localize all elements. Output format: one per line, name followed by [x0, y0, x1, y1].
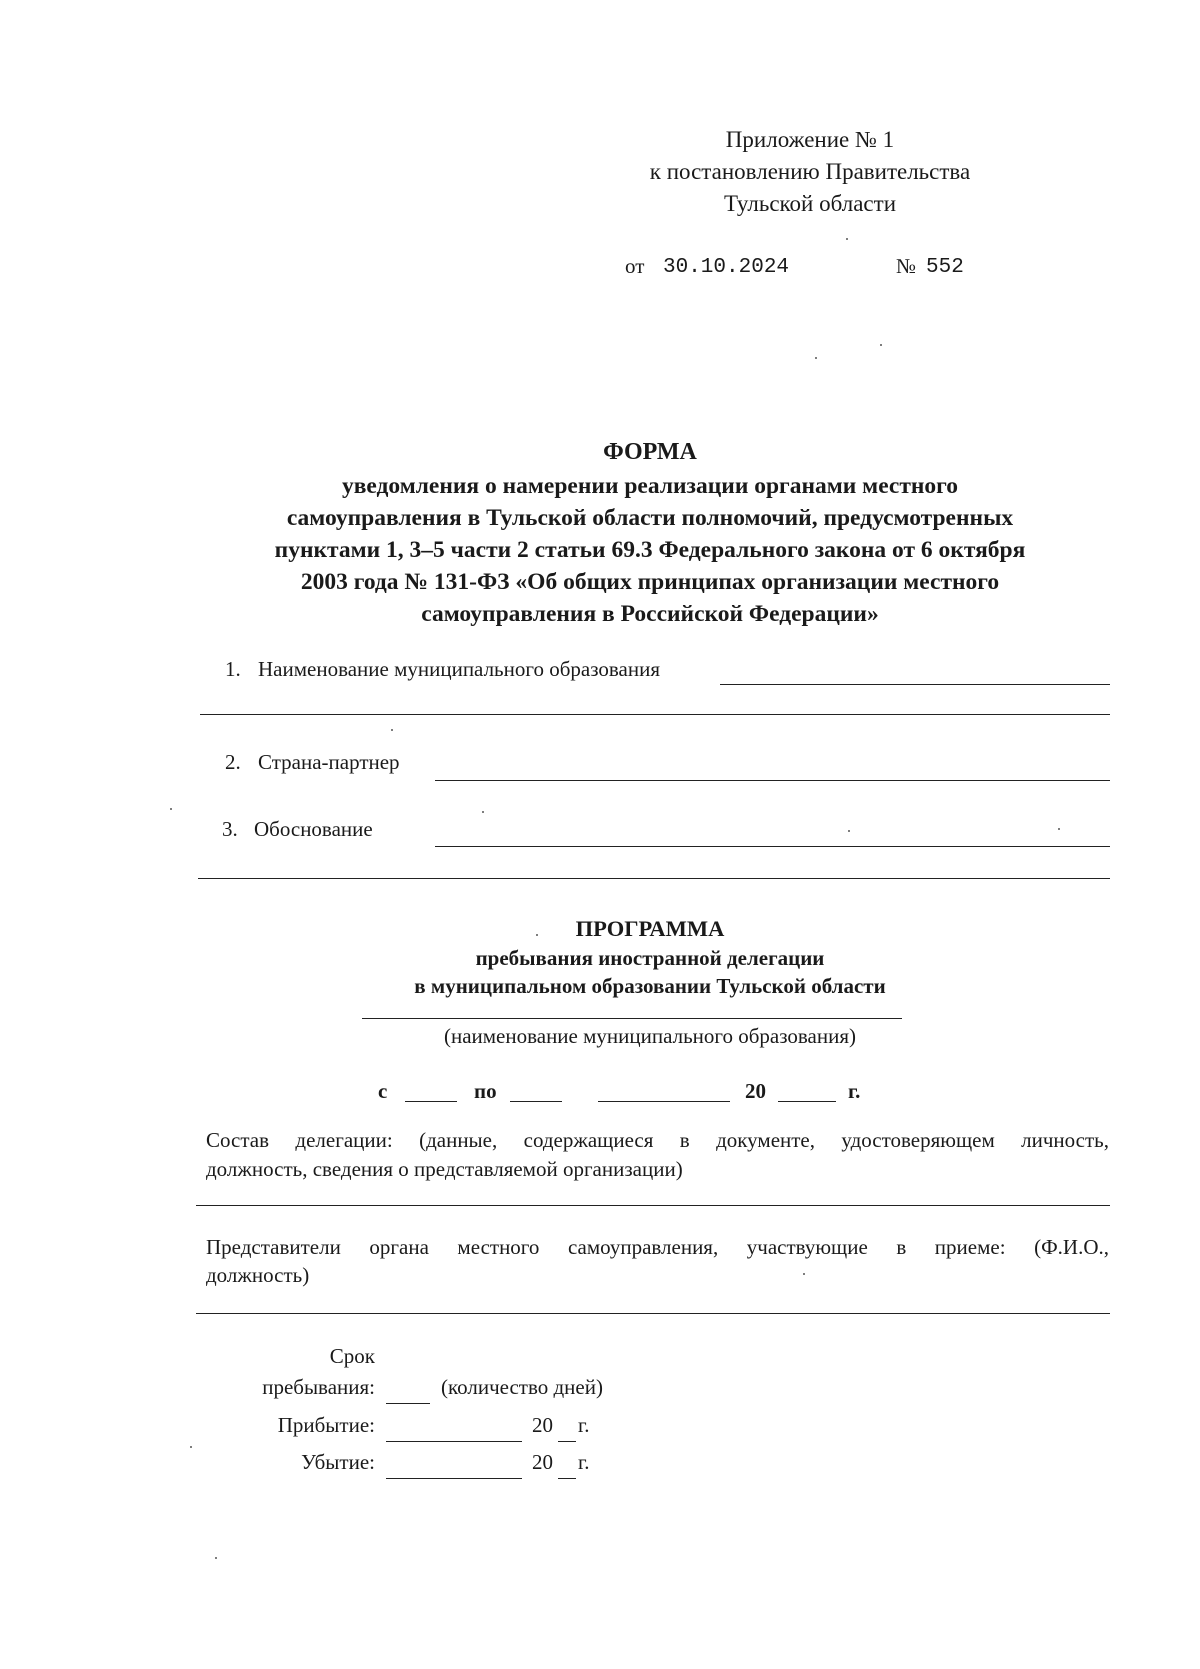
arrival-date-input[interactable]: [386, 1441, 522, 1442]
scan-speck: [391, 729, 393, 731]
program-municipality-line[interactable]: [362, 1018, 902, 1019]
program-line-2: в муниципальном образовании Тульской области: [414, 974, 886, 998]
field-1-label: Наименование муниципального образования: [258, 657, 660, 681]
field-3-input-line[interactable]: [435, 846, 1110, 847]
program-year-input[interactable]: [778, 1101, 836, 1102]
representatives-text-line-1: Представители органа местного самоуправления, участвующие в приеме: (Ф.И.О.,: [206, 1235, 1109, 1259]
arrival-year-input[interactable]: [558, 1441, 576, 1442]
form-title-line-1: уведомления о намерении реализации органами местного: [341, 473, 959, 499]
representatives-input-line[interactable]: [196, 1313, 1110, 1314]
departure-year-text: 20: [532, 1450, 553, 1474]
program-caption: (наименование муниципального образования): [443, 1024, 857, 1048]
departure-date-input[interactable]: [386, 1478, 522, 1479]
departure-label: Убытие:: [301, 1450, 375, 1474]
program-from-label: с: [378, 1079, 388, 1103]
form-title-line-3: пунктами 1, 3–5 части 2 статьи 69.3 Федерального закона от 6 октября: [274, 537, 1026, 563]
document-number: 552: [926, 256, 964, 279]
appendix-line-1: Приложение № 1: [725, 127, 895, 152]
departure-year-input[interactable]: [558, 1478, 576, 1479]
field-2-label: Страна-партнер: [258, 750, 400, 774]
program-heading: ПРОГРАММА: [575, 916, 725, 941]
appendix-line-2: к постановлению Правительства: [649, 159, 971, 184]
document-date: 30.10.2024: [663, 256, 790, 279]
arrival-year-suffix: г.: [578, 1413, 590, 1437]
departure-year-suffix: г.: [578, 1450, 590, 1474]
program-line-1: пребывания иностранной делегации: [475, 946, 825, 970]
stay-term-label-1: Срок: [329, 1344, 375, 1368]
delegation-input-line[interactable]: [196, 1205, 1110, 1206]
scan-speck: [815, 357, 817, 359]
scan-speck: [846, 238, 848, 240]
representatives-text-line-2: должность): [206, 1263, 310, 1287]
delegation-text-line-2: должность, сведения о представляемой организации): [206, 1157, 683, 1181]
field-3-input-line-2[interactable]: [198, 878, 1110, 879]
field-2-number: 2.: [225, 750, 241, 774]
field-1-input-line-2[interactable]: [200, 714, 1110, 715]
scan-speck: [848, 830, 850, 832]
field-1-number: 1.: [225, 657, 241, 681]
program-to-label: по: [474, 1079, 497, 1103]
field-3-label: Обоснование: [254, 817, 373, 841]
stay-days-input[interactable]: [386, 1403, 430, 1404]
form-title-line-5: самоуправления в Российской Федерации»: [421, 601, 879, 627]
scan-speck: [190, 1446, 192, 1448]
scan-speck: [1058, 828, 1060, 830]
program-year-label: 20: [745, 1079, 766, 1103]
number-prefix: №: [896, 254, 917, 278]
program-from-input[interactable]: [405, 1101, 457, 1102]
form-title-line-4: 2003 года № 131-ФЗ «Об общих принципах организации местного: [300, 569, 1000, 595]
program-to-input[interactable]: [510, 1101, 562, 1102]
arrival-label: Прибытие:: [277, 1413, 375, 1437]
appendix-line-3: Тульской области: [723, 191, 897, 216]
scan-speck: [880, 344, 882, 346]
field-2-input-line[interactable]: [435, 780, 1110, 781]
program-year-suffix: г.: [848, 1079, 861, 1103]
stay-term-label-2: пребывания:: [262, 1375, 375, 1399]
delegation-text-line-1: Состав делегации: (данные, содержащиеся в документе, удостоверяющем личность,: [206, 1128, 1109, 1152]
scan-speck: [803, 1273, 805, 1275]
field-1-input-line[interactable]: [720, 684, 1110, 685]
form-heading: ФОРМА: [603, 439, 697, 465]
scan-speck: [215, 1557, 217, 1559]
scan-speck: [536, 934, 538, 936]
scan-speck: [482, 811, 484, 813]
date-prefix: от: [625, 254, 645, 278]
stay-days-note: (количество дней): [441, 1375, 603, 1399]
arrival-year-text: 20: [532, 1413, 553, 1437]
program-month-input[interactable]: [598, 1101, 730, 1102]
scan-speck: [170, 808, 172, 810]
field-3-number: 3.: [222, 817, 238, 841]
form-title-line-2: самоуправления в Тульской области полномочий, предусмотренных: [286, 505, 1014, 531]
